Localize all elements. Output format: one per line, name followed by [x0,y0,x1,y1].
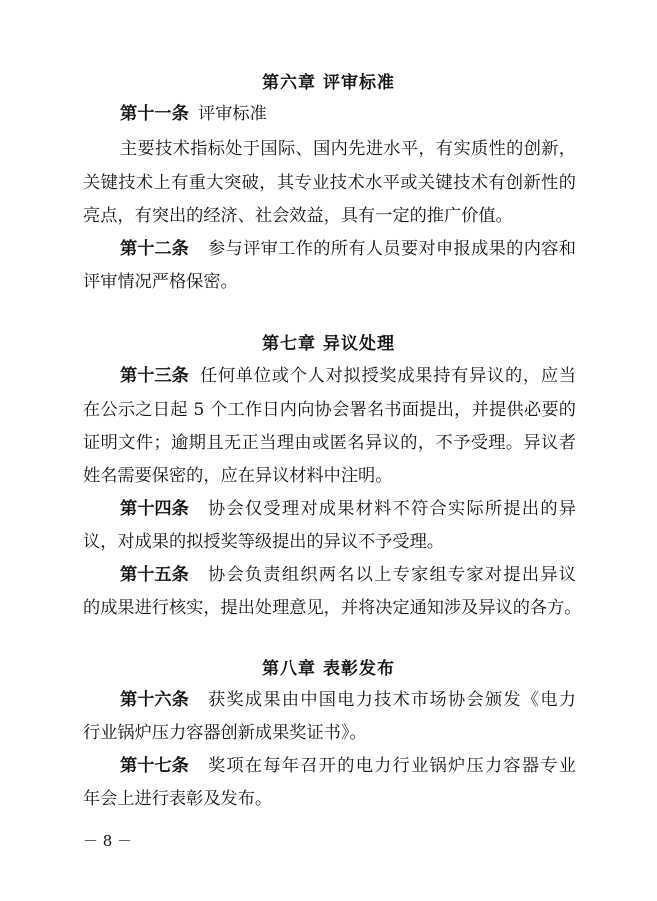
chapter-title: 第七章 异议处理 [262,334,395,354]
page-number: － 8 － [83,832,133,850]
article-label: 第十二条 [120,239,189,259]
article-text-line: 评审标准 [198,104,267,124]
article-text-line: 任何单位或个人对拟授奖成果持有异议的，应当 [200,366,576,386]
chapter-title: 第六章 评审标准 [262,73,395,93]
article-text-line: 协会负责组织两名以上专家组专家对提出异议 [208,565,576,585]
article-text-line: 姓名需要保密的，应在异议材料中注明。 [83,466,393,486]
article-text-line: 在公示之日起 5 个工作日内向协会署名书面提出，并提供必要的 [83,400,576,420]
article-text-line: 议，对成果的拟授奖等级提出的异议不予受理。 [83,532,444,552]
article-text-line: 参与评审工作的所有人员要对申报成果的内容和 [208,239,576,259]
chapter-title: 第八章 表彰发布 [262,659,395,679]
article-text-line: 获奖成果由中国电力技术市场协会颁发《电力 [208,690,576,710]
article-label: 第十五条 [120,565,189,585]
paragraph-line: 关键技术上有重大突破，其专业技术水平或关键技术有创新性的 [83,173,576,193]
paragraph-line: 亮点，有突出的经济、社会效益，具有一定的推广价值。 [83,206,513,226]
article-text-line: 年会上进行表彰及发布。 [83,789,273,809]
article-text-line: 奖项在每年召开的电力行业锅炉压力容器专业 [208,756,576,776]
article-label: 第十六条 [120,690,189,710]
article-label: 第十三条 [120,366,189,386]
article-text-line: 证明文件；逾期且无正当理由或匿名异议的，不予受理。异议者 [83,433,576,453]
article-label: 第十四条 [120,499,189,519]
article-text-line: 协会仅受理对成果材料不符合实际所提出的异 [208,499,576,519]
article-text-line: 行业锅炉压力容器创新成果奖证书》。 [83,723,367,743]
paragraph-line: 主要技术指标处于国际、国内先进水平，有实质性的创新， [120,139,576,159]
article-text-line: 的成果进行核实，提出处理意见，并将决定通知涉及异议的各方。 [83,598,582,618]
article-label: 第十七条 [120,756,189,776]
article-label: 第十一条 [120,104,189,124]
article-text-line: 评审情况严格保密。 [83,272,238,292]
